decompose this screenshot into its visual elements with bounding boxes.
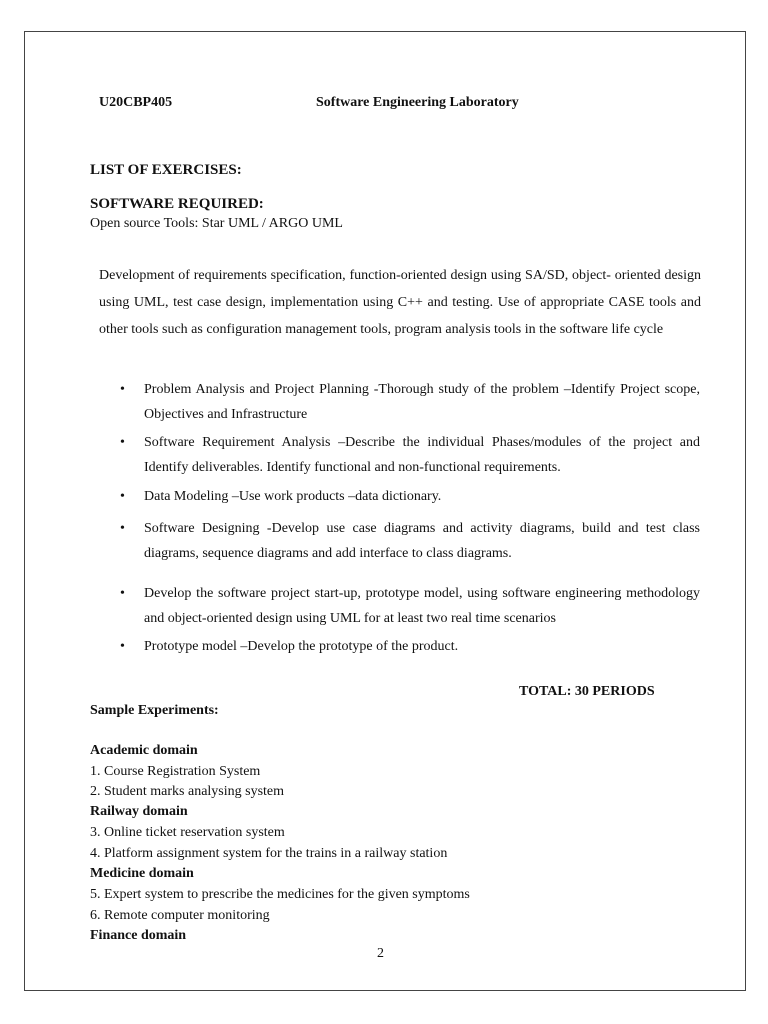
experiment-item: 6. Remote computer monitoring bbox=[90, 908, 270, 923]
list-item-text: Problem Analysis and Project Planning -Thorough study of the problem –Identify Project scope, Objectives and Infrastructure bbox=[144, 382, 700, 422]
course-code: U20CBP405 bbox=[99, 95, 173, 110]
course-title: Software Engineering Laboratory bbox=[316, 95, 519, 110]
experiment-item: 1. Course Registration System bbox=[90, 764, 261, 779]
page-number: 2 bbox=[377, 946, 384, 961]
sample-experiments-heading: Sample Experiments: bbox=[90, 703, 219, 718]
list-item-text: Software Designing -Develop use case diagrams and activity diagrams, build and test class diagrams, sequence diagrams and add interface to class diagrams. bbox=[144, 521, 700, 561]
domain-heading-railway: Railway domain bbox=[90, 804, 188, 819]
bullet-icon: • bbox=[120, 639, 125, 654]
domain-heading-finance: Finance domain bbox=[90, 928, 187, 943]
bullet-icon: • bbox=[120, 382, 125, 397]
software-required-heading: SOFTWARE REQUIRED: bbox=[90, 196, 264, 212]
software-required-text: Open source Tools: Star UML / ARGO UML bbox=[90, 216, 343, 231]
experiment-item: 5. Expert system to prescribe the medicines for the given symptoms bbox=[90, 887, 470, 902]
experiment-item: 2. Student marks analysing system bbox=[90, 784, 285, 799]
bullet-icon: • bbox=[120, 489, 125, 504]
bullet-icon: • bbox=[120, 521, 125, 536]
list-item-text: Data Modeling –Use work products –data dictionary. bbox=[144, 489, 442, 504]
domain-heading-academic: Academic domain bbox=[90, 743, 198, 758]
domain-heading-medicine: Medicine domain bbox=[90, 866, 194, 881]
experiment-item: 4. Platform assignment system for the trains in a railway station bbox=[90, 846, 448, 861]
bullet-icon: • bbox=[120, 435, 125, 450]
experiment-item: 3. Online ticket reservation system bbox=[90, 825, 285, 840]
intro-paragraph: Development of requirements specification, function-oriented design using SA/SD, object- oriented design using UML, test case design, implementation using C++ and testing. Use of appropriate CASE tools and other tools such as configuration management tools, program analysis tools in the software life cycle bbox=[99, 268, 701, 337]
list-item-text: Software Requirement Analysis –Describe the individual Phases/modules of the project and Identify deliverables. Identify functional and non-functional requirements. bbox=[144, 435, 700, 475]
list-item-text: Develop the software project start-up, prototype model, using software engineering methodology and object-oriented design using UML for at least two real time scenarios bbox=[144, 586, 700, 626]
list-of-exercises-heading: LIST OF EXERCISES: bbox=[90, 162, 242, 178]
total-periods: TOTAL: 30 PERIODS bbox=[519, 684, 655, 699]
bullet-icon: • bbox=[120, 586, 125, 601]
list-item-text: Prototype model –Develop the prototype of the product. bbox=[144, 639, 459, 654]
